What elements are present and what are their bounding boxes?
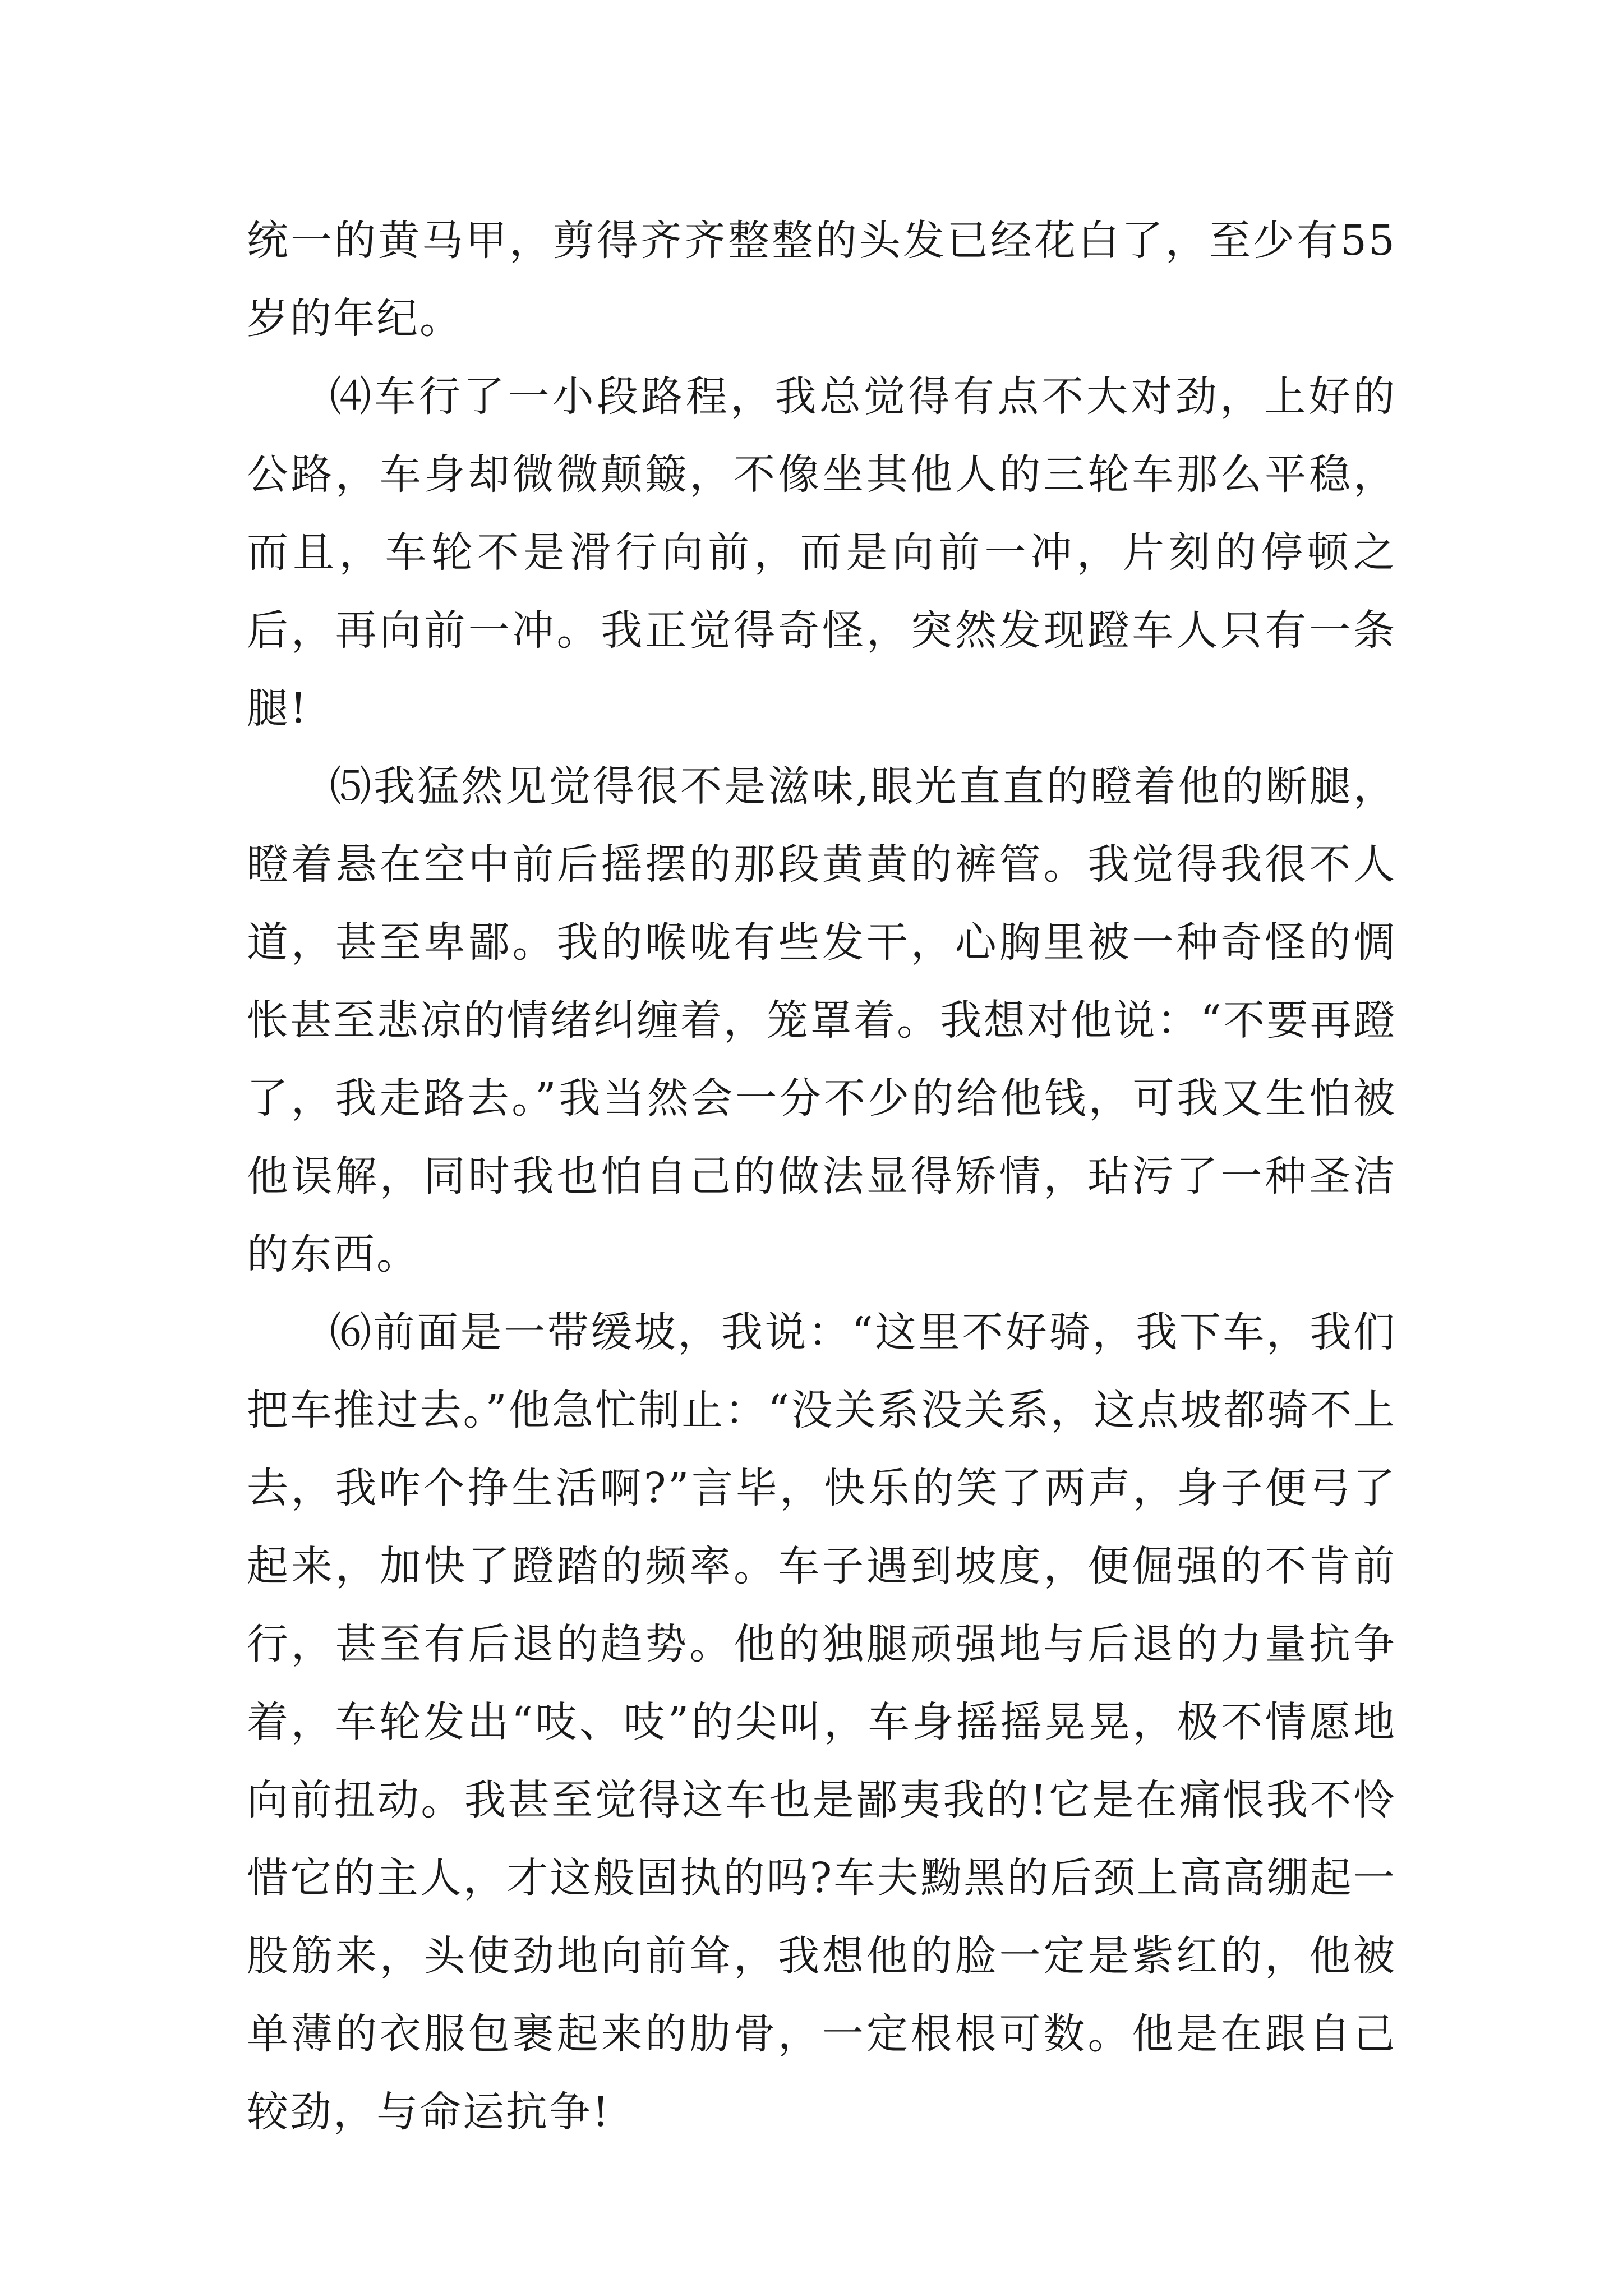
paragraph-5: ⑸我猛然见觉得很不是滋味,眼光直直的瞪着他的断腿，瞪着悬在空中前后摇摆的那段黄黄的裤管。我觉得我很不人道，甚至卑鄙。我的喉咙有些发干，心胸里被一种奇怪的惆怅甚至悲凉的情绪纠缠着，笼罩着。我想对他说：“不要再蹬了，我走路去。”我当然会一分不少的给他钱，可我又生怕被他误解，同时我也怕自己的做法显得矫情，玷污了一种圣洁的东西。 [247, 762, 1396, 1278]
paragraph-4: ⑷车行了一小段路程，我总觉得有点不大对劲，上好的公路，车身却微微颠簸，不像坐其他人的三轮车那么平稳，而且，车轮不是滑行向前，而是向前一冲，片刻的停顿之后，再向前一冲。我正觉得奇怪，突然发现蹬车人只有一条腿! [247, 372, 1396, 733]
article-body [247, 202, 1396, 2151]
paragraph-continued: 统一的黄马甲，剪得齐齐整整的头发已经花白了，至少有55岁的年纪。 [247, 217, 1396, 343]
paragraph-6: ⑹前面是一带缓坡，我说：“这里不好骑，我下车，我们把车推过去。”他急忙制止：“没关系没关系，这点坡都骑不上去，我咋个挣生活啊?”言毕，快乐的笑了两声，身子便弓了起来，加快了蹬踏的频率。车子遇到坡度，便倔强的不肯前行，甚至有后退的趋势。他的独腿顽强地与后退的力量抗争着，车轮发出“吱、吱”的尖叫，车身摇摇晃晃，极不情愿地向前扭动。我甚至觉得这车也是鄙夷我的!它是在痛恨我不怜惜它的主人，才这般固执的吗?车夫黝黑的后颈上高高绷起一股筋来，头使劲地向前耸，我想他的脸一定是紫红的，他被单薄的衣服包裹起来的肋骨，一定根根可数。他是在跟自己较劲，与命运抗争! [247, 1308, 1396, 2136]
